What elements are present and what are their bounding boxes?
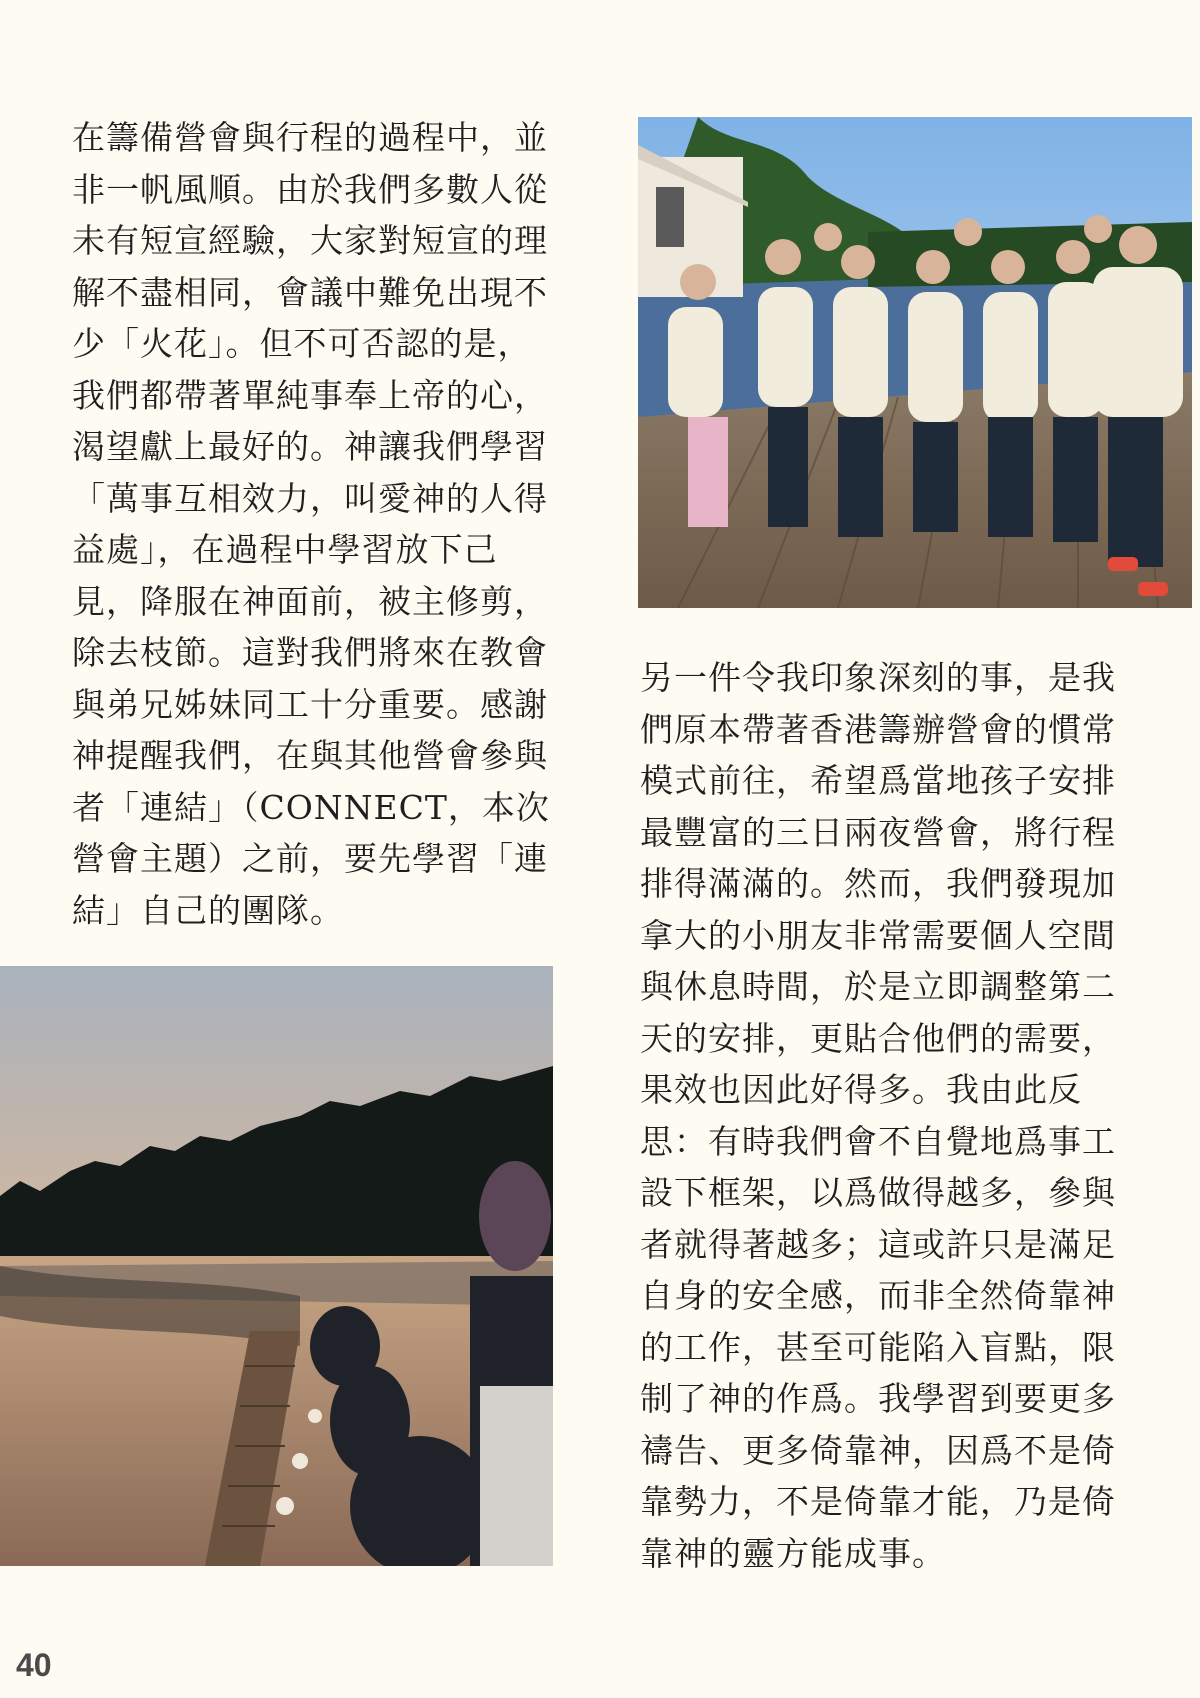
group-photo-on-dock bbox=[638, 117, 1192, 608]
lake-sunrise-dock-photo bbox=[0, 966, 553, 1566]
page-number: 40 bbox=[16, 1647, 52, 1683]
article-paragraph-left: 在籌備營會與行程的過程中，並 非一帆風順。由於我們多數人從 未有短宣經驗，大家對短宣的理 解不盡相同，會議中難免出現不 少「火花」。但不可否認的是， 我們都帶著單純事奉上帝的心， 渴望獻上最好的。神讓我們學習 「萬事互相效力，叫愛神的人得 益處」，在過程中學習放下己 見，降服在神面前，被主修剪， 除去枝節。這對我們將來在教會 與弟兄姊妹同工十分重要。感謝 神提醒我們，在與其他營會參與 者「連結」（CONNECT，本次 營會主題）之前，要先學習「連 結」自己的團隊。 bbox=[72, 118, 550, 930]
article-paragraph-right: 另一件令我印象深刻的事，是我 們原本帶著香港籌辦營會的慣常 模式前往，希望爲當地孩子安排 最豐富的三日兩夜營會，將行程 排得滿滿的。然而，我們發現加 拿大的小朋友非常需要個人空間 與休息時間，於是立即調整第二 天的安排，更貼合他們的需要， 果效也因此好得多。我由此反 思：有時我們會不自覺地爲事工 設下框架，以爲做得越多，參與 者就得著越多；這或許只是滿足 自身的安全感，而非全然倚靠神 的工作，甚至可能陷入盲點，限 制了神的作爲。我學習到要更多 禱告、更多倚靠神，因爲不是倚 靠勢力，不是倚靠才能，乃是倚 靠神的靈方能成事。 bbox=[640, 658, 1116, 1573]
